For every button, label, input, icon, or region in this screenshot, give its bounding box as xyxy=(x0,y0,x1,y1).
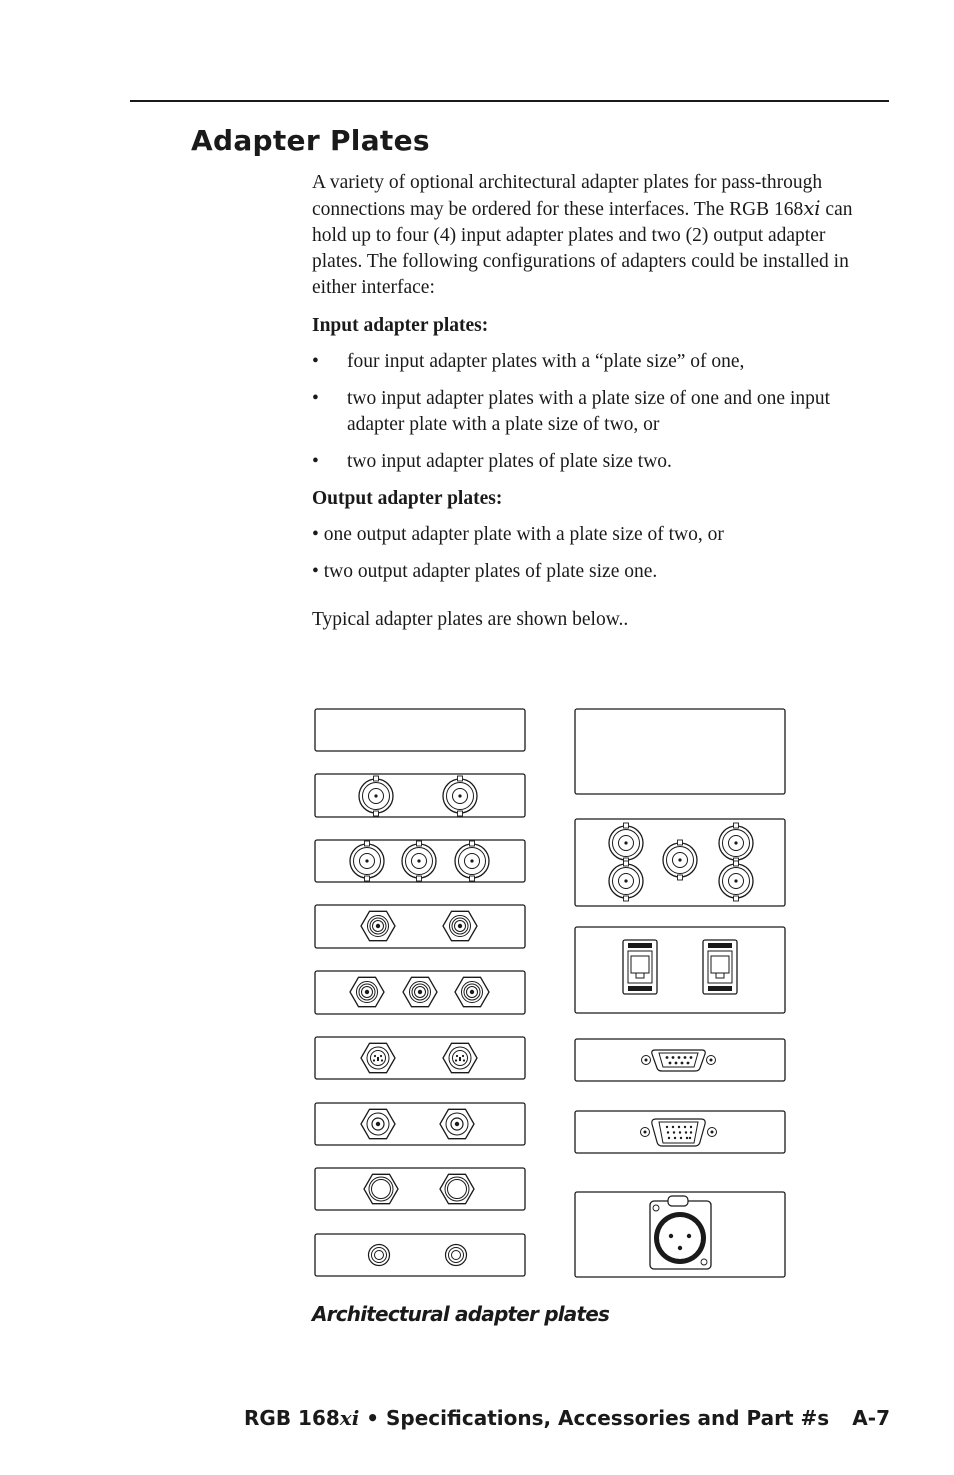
plate-hex-2 xyxy=(315,1168,525,1210)
rj45-jack-icon xyxy=(703,940,737,994)
plate-rca-simple-2 xyxy=(315,1103,525,1145)
audio-jack-icon xyxy=(446,1245,467,1266)
plate-svideo-2 xyxy=(315,1037,525,1079)
adapter-plates-figure xyxy=(312,700,792,1285)
top-rule xyxy=(130,100,889,102)
footer-suffix: • Specifications, Accessories and Part #s xyxy=(359,1406,830,1430)
footer-prefix: RGB 168 xyxy=(244,1406,340,1430)
input-bullet xyxy=(312,449,872,475)
bullet-dot: • xyxy=(312,351,319,372)
plate-blank xyxy=(315,709,525,751)
input-bullet-text: two input adapter plates with a plate size of one and one input adapter plate with a plate size of two, or xyxy=(347,388,831,435)
plate-blank-large xyxy=(575,709,785,794)
page-footer xyxy=(244,1406,890,1430)
body-text xyxy=(312,170,872,633)
input-heading: Input adapter plates: xyxy=(312,315,489,336)
plate-bnc-2 xyxy=(315,774,525,817)
bullet-dot: • xyxy=(312,388,319,409)
input-bullet-text: four input adapter plates with a “plate size” of one, xyxy=(347,351,745,372)
audio-jack-icon xyxy=(369,1245,390,1266)
output-bullet: • one output adapter plate with a plate size of two, or xyxy=(312,524,724,545)
intro-part2: can hold up to four (4) input adapter plates and two (2) output adapter plates. The following configurations of adapters could be installed in either interface: xyxy=(312,199,853,298)
figure-caption: Architectural adapter plates xyxy=(312,1302,610,1326)
page-title: Adapter Plates xyxy=(191,124,430,157)
intro-part1: A variety of optional architectural adapter plates for pass-through connections may be ordered for these interfaces. The RGB 168 xyxy=(312,172,823,220)
output-bullet: • two output adapter plates of plate size one. xyxy=(312,561,658,582)
rj45-jack-icon xyxy=(623,940,657,994)
typical-note: Typical adapter plates are shown below.. xyxy=(312,609,629,630)
plate-rca-2 xyxy=(315,905,525,948)
bullet-dot: • xyxy=(312,451,319,472)
page-number: A-7 xyxy=(852,1406,890,1430)
intro-xi: xi xyxy=(803,197,821,220)
plate-audio-2 xyxy=(315,1234,525,1276)
plate-rj45-2 xyxy=(575,927,785,1013)
input-bullet-text: two input adapter plates of plate size two. xyxy=(347,451,672,472)
footer-xi: xi xyxy=(339,1406,360,1430)
output-heading: Output adapter plates: xyxy=(312,488,503,509)
intro-paragraph xyxy=(312,170,872,301)
xlr-connector-icon xyxy=(650,1196,711,1269)
input-bullet xyxy=(312,349,872,375)
input-bullet xyxy=(312,386,872,438)
